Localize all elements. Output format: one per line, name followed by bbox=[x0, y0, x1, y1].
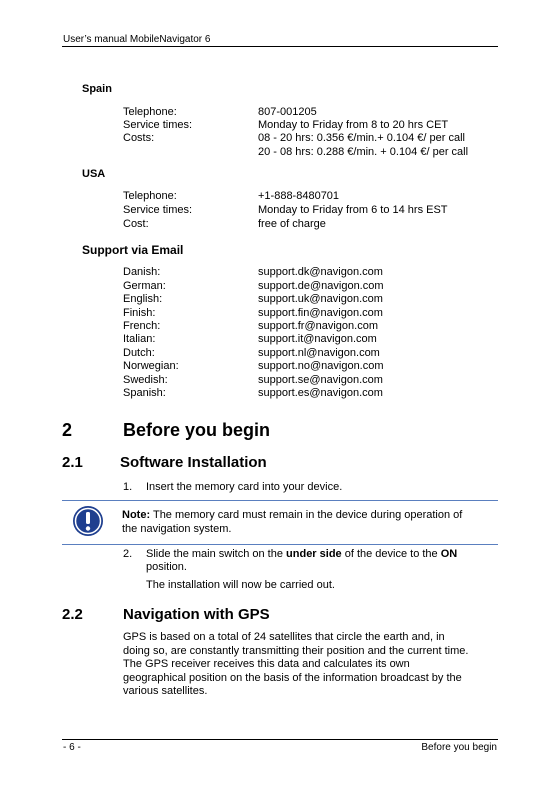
step-1-text: Insert the memory card into your device. bbox=[146, 481, 343, 493]
email-finish-label: Finish: bbox=[123, 307, 156, 319]
spain-service-label: Service times: bbox=[123, 119, 193, 131]
note-label: Note: bbox=[122, 509, 151, 521]
step-2-result: The installation will now be carried out. bbox=[146, 579, 335, 591]
email-finish-link[interactable]: support.fin@navigon.com bbox=[258, 307, 383, 319]
gps-paragraph bbox=[123, 631, 499, 699]
spain-telephone-label: Telephone: bbox=[123, 106, 177, 118]
email-swedish-link[interactable]: support.se@navigon.com bbox=[258, 374, 383, 386]
gps-line-4: geographical position on the basis of the information broadcast by the bbox=[123, 671, 462, 684]
usa-cost-value: free of charge bbox=[258, 218, 326, 230]
exclamation-icon bbox=[72, 505, 104, 537]
email-dutch-link[interactable]: support.nl@navigon.com bbox=[258, 347, 380, 359]
spain-costs-value-1: 08 - 20 hrs: 0.356 €/min.+ 0.104 €/ per call bbox=[258, 132, 465, 144]
usa-cost-label: Cost: bbox=[123, 218, 149, 230]
note-line-1: The memory card must remain in the device during operation of bbox=[152, 509, 463, 521]
email-spanish-label: Spanish: bbox=[123, 387, 166, 399]
email-danish-label: Danish: bbox=[123, 266, 161, 278]
step-2-bold-underside: under side bbox=[286, 548, 342, 560]
email-spanish-link[interactable]: support.es@navigon.com bbox=[258, 387, 383, 399]
spain-telephone-value: 807-001205 bbox=[258, 106, 317, 118]
email-norwegian-label: Norwegian: bbox=[123, 360, 179, 372]
chapter-number: 2 bbox=[62, 420, 73, 440]
email-english-link[interactable]: support.uk@navigon.com bbox=[258, 293, 383, 305]
spain-costs-label: Costs: bbox=[123, 132, 155, 144]
section-2-1-number: 2.1 bbox=[62, 454, 83, 471]
footer-rule bbox=[62, 739, 498, 740]
step-2-bold-on: ON bbox=[440, 548, 458, 560]
usa-service-label: Service times: bbox=[123, 204, 193, 216]
gps-line-5: various satellites. bbox=[123, 685, 208, 697]
email-french-label: French: bbox=[123, 320, 161, 332]
footer-section-title: Before you begin bbox=[421, 742, 497, 753]
note-box bbox=[62, 500, 498, 545]
gps-line-2: doing so, are constantly transmitting their position and the current time. bbox=[123, 644, 469, 657]
email-italian-label: Italian: bbox=[123, 333, 156, 345]
email-german-label: German: bbox=[123, 280, 166, 292]
email-german-link[interactable]: support.de@navigon.com bbox=[258, 280, 384, 292]
header-title: User’s manual MobileNavigator 6 bbox=[63, 34, 211, 45]
usa-telephone-label: Telephone: bbox=[123, 190, 177, 202]
email-heading: Support via Email bbox=[82, 243, 184, 257]
section-2-2-title: Navigation with GPS bbox=[123, 606, 270, 623]
spain-costs-value-2: 20 - 08 hrs: 0.288 €/min. + 0.104 €/ per call bbox=[258, 146, 469, 158]
step-2-mid: of the device to the bbox=[341, 548, 441, 560]
step-2-number: 2. bbox=[123, 548, 133, 560]
section-2-1-title: Software Installation bbox=[120, 454, 267, 471]
email-dutch-label: Dutch: bbox=[123, 347, 155, 359]
email-swedish-label: Swedish: bbox=[123, 374, 168, 386]
usa-telephone-value: +1-888-8480701 bbox=[258, 190, 340, 202]
step-2-line-2: position. bbox=[146, 561, 187, 573]
usa-heading: USA bbox=[82, 168, 106, 180]
email-danish-link[interactable]: support.dk@navigon.com bbox=[258, 266, 383, 278]
spain-service-value: Monday to Friday from 8 to 20 hrs CET bbox=[258, 119, 449, 131]
step-2-pre: Slide the main switch on the bbox=[146, 548, 287, 560]
email-english-label: English: bbox=[123, 293, 163, 305]
gps-line-1: GPS is based on a total of 24 satellites that circle the earth and, in bbox=[123, 631, 445, 643]
header-rule bbox=[62, 46, 498, 47]
step-1-number: 1. bbox=[123, 481, 133, 493]
note-line-2: the navigation system. bbox=[122, 523, 232, 535]
email-norwegian-link[interactable]: support.no@navigon.com bbox=[258, 360, 384, 372]
note-text bbox=[122, 508, 492, 536]
step-2-text bbox=[146, 548, 457, 560]
section-2-2-number: 2.2 bbox=[62, 606, 83, 623]
spain-heading: Spain bbox=[82, 83, 112, 95]
footer-page-number: - 6 - bbox=[63, 742, 81, 753]
usa-service-value: Monday to Friday from 6 to 14 hrs EST bbox=[258, 204, 448, 216]
email-french-link[interactable]: support.fr@navigon.com bbox=[258, 320, 379, 332]
chapter-title: Before you begin bbox=[123, 420, 271, 440]
email-italian-link[interactable]: support.it@navigon.com bbox=[258, 333, 377, 345]
gps-line-3: The GPS receiver receives this data and calculates its own bbox=[123, 658, 410, 670]
